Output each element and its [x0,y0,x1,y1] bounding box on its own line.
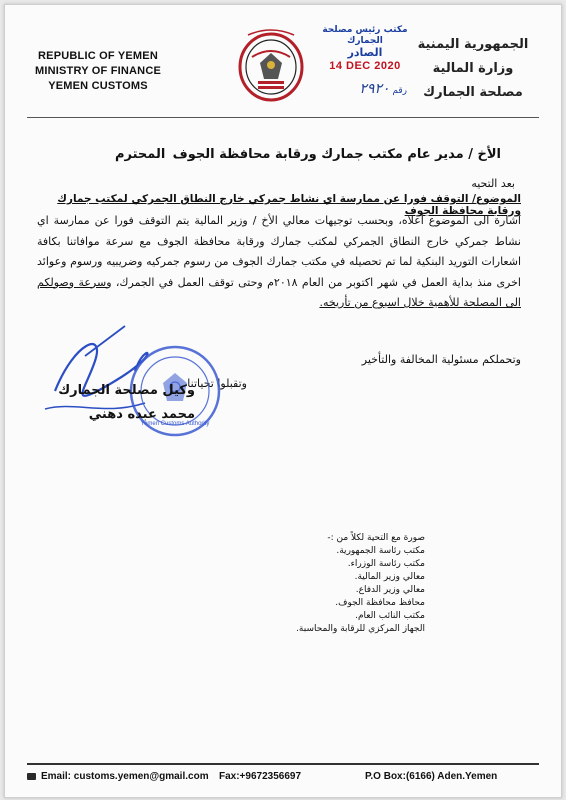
header-divider [27,117,539,118]
list-item: مكتب رئاسة الجمهورية. [336,546,425,556]
list-item: معالي وزير الدفاع. [355,585,425,595]
stamp-number [321,81,407,97]
greeting: بعد التحيه [471,177,515,190]
list-item: محافظ محافظة الجوف. [335,598,425,608]
letterhead-country-ar: الجمهورية اليمنية [417,37,529,52]
list-item: مكتب رئاسة الوزراء. [347,559,425,569]
arabic-letterhead [413,33,533,105]
stamp-number-label: رقم [392,86,407,96]
closing-responsibility: وتحملكم مسئولية المخالفة والتأخير [361,353,521,366]
letterhead-department-ar: مصلحة الجمارك [423,85,523,100]
signatory-name: محمد عبده دهني [88,407,195,422]
recipient-line: الأخ / مدير عام مكتب جمارك ورقابة محافظة الجوف [172,147,501,162]
stamp-status: الصادر [347,46,383,59]
footer-pobox: P.O Box:(6166) Aden.Yemen [365,771,498,782]
list-item: الجهاز المركزي للرقابة والمحاسبة. [296,624,425,634]
stamp-office-name: مكتب رئيس مصلحة الجمارك [322,25,408,46]
letter-body-underlined: وسرعة وصولكم الى المصلحة للأهمية خلال اسبوع من تأريخه. [37,275,521,309]
footer-fax: Fax:+9672356697 [219,771,302,782]
letter-body-main: اشارة الى الموضوع أعلاه، وبحسب توجيهات معالي الأخ / وزير المالية يتم التوقف فورا عن ممارسة اي نشاط جمركي خارج النطاق الجمركي لمكتب جمارك ورقابة محافظة الجوف مع سرعة موافاتنا بكافة اشعارات التوريد البنكية لما تم تحصيله في مكتب جمارك الجوف من رسوم جمركيه وضريبيه ورسوم وعوائد اخرى منذ بداية العمل في شهر اكتوبر من العام ٢٠١٨م وحتى توقف العمل في الجمرك، [37,214,521,289]
copies-list [175,532,425,636]
subject-line: الموضوع/ التوقف فورا عن ممارسة اي نشاط جمركي خارج النطاق الجمركي لمكتب جمارك ورقابة محافظة الجوف [57,193,521,217]
letterhead-department: YEMEN CUSTOMS [48,80,148,92]
letter-body [37,211,521,314]
footer [27,771,539,787]
letterhead-country: REPUBLIC OF YEMEN [38,50,158,62]
letter-page [4,4,562,798]
letterhead-ministry: MINISTRY OF FINANCE [34,65,162,77]
list-item: معالي وزير المالية. [354,572,425,582]
signatory-title: وكيل مصلحة الجمارك [58,383,195,398]
envelope-icon [27,773,36,780]
copies-heading: صورة مع التحية لكلاً من :- [327,533,425,543]
english-letterhead [23,49,173,94]
outgoing-date-stamp [317,21,413,101]
footer-divider [27,763,539,765]
respected-label: المحترم [115,147,166,162]
footer-email: Email: customs.yemen@gmail.com [41,771,209,782]
customs-emblem-logo [238,27,304,103]
list-item: مكتب النائب العام. [355,611,425,621]
stamp-office [317,25,413,58]
round-stamp-text: Yemen Customs Authority [140,421,210,427]
stamp-number-value: ٢٩٢٠ [359,81,390,97]
closing-regards: وتقبلوا تحياتنا [187,377,247,390]
letterhead-ministry-ar: وزارة المالية [432,61,514,76]
stamp-date: 14 DEC 2020 [329,60,401,72]
